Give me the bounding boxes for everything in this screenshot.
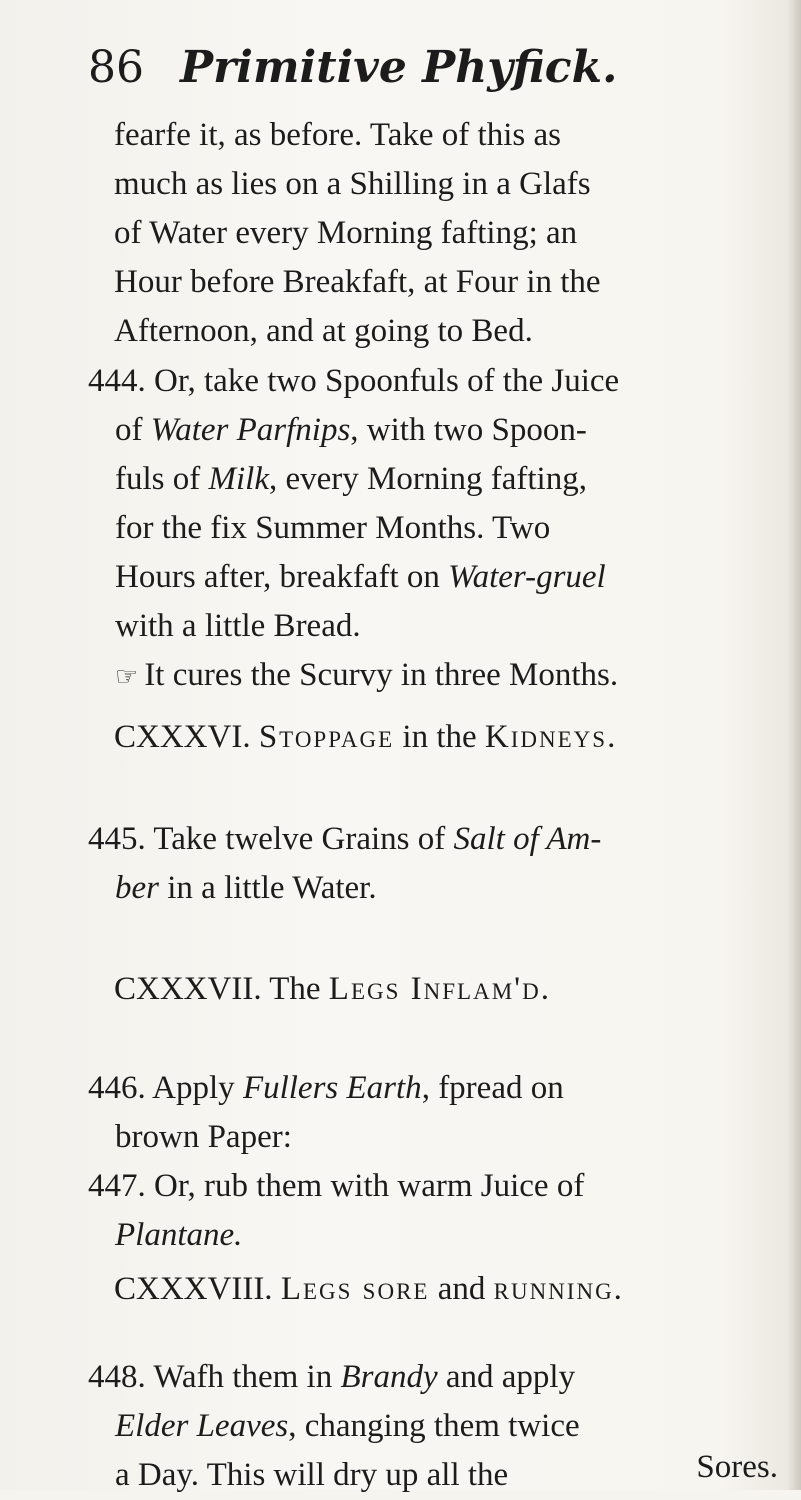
heading-run: running. [493, 1271, 624, 1307]
text-run: , fpread on [421, 1070, 564, 1106]
text-line: Plantane. [115, 1217, 243, 1253]
text-run: Hours after, breakfaft on [115, 559, 449, 595]
running-title: Primitive Phyfick. [180, 42, 618, 93]
text-run: and apply [437, 1359, 576, 1395]
text-run: in a little Water. [159, 870, 377, 906]
heading-run: Legs Inflam'd. [328, 971, 551, 1007]
paragraph-448-last [628, 1445, 778, 1490]
text-line: Afternoon, and at going to Bed. [114, 313, 533, 349]
italic-run: Milk [208, 461, 269, 497]
italic-run: Brandy [340, 1359, 438, 1395]
text-line [88, 406, 758, 455]
text-line: a Day. This will dry up all the [115, 1457, 509, 1493]
paragraph-445 [88, 815, 758, 913]
text-line [88, 455, 758, 504]
section-number: CXXXVII. [114, 971, 262, 1007]
text-line [88, 864, 758, 913]
heading-run: and [429, 1271, 494, 1307]
section-number: CXXXVI. [114, 719, 251, 755]
heading-run: The [269, 971, 329, 1007]
paragraph-446 [88, 1064, 758, 1260]
text-run: , every Morning fafting, [268, 461, 587, 497]
italic-run: Elder Leaves [115, 1408, 289, 1444]
text-line: 447. Or, rub them with warm Juice of [88, 1168, 585, 1204]
text-line: for the fix Summer Months. Two [115, 510, 551, 546]
text-run: 448. Wafh them in [88, 1359, 341, 1395]
italic-run: Fullers Earth [242, 1070, 422, 1106]
paragraph-444 [88, 357, 758, 700]
text-line: much as lies on a Shilling in a Glafs [114, 166, 591, 202]
body-block-1 [114, 111, 784, 356]
text-line: brown Paper: [115, 1119, 292, 1155]
section-heading-137 [114, 965, 784, 1014]
pointing-hand-icon: ☞ [115, 662, 139, 691]
section-heading-138 [114, 1265, 784, 1314]
heading-run: Kidneys. [484, 719, 618, 755]
text-run: 445. Take twelve Grains of [88, 821, 454, 857]
text-run: It cures the Scurvy in three Months. [144, 657, 619, 693]
heading-run: in the [394, 719, 485, 755]
italic-run: ber [115, 870, 159, 906]
text-line: with a little Bread. [115, 608, 361, 644]
text-line [88, 553, 758, 602]
running-header [88, 38, 708, 98]
text-run: 446. Apply [88, 1070, 243, 1106]
text-line [88, 815, 758, 864]
text-line [88, 1353, 758, 1402]
page-number: 86 [88, 42, 144, 93]
heading-run: Legs sore [280, 1271, 430, 1307]
page-edge-shadow [787, 0, 801, 1490]
text-line: Hour before Breakfaft, at Four in the [114, 264, 601, 300]
text-run: , with two Spoon- [350, 412, 587, 448]
italic-run: Salt of Am- [453, 821, 602, 857]
text-line: Sores. [696, 1449, 778, 1485]
italic-run: Water Parfnips [150, 412, 351, 448]
text-line: of Water every Morning fafting; an [114, 215, 578, 251]
section-heading-136 [114, 713, 784, 762]
text-line: 444. Or, take two Spoonfuls of the Juice [88, 363, 620, 399]
text-line [88, 651, 758, 700]
italic-run: Water-gruel [448, 559, 606, 595]
text-line [88, 1064, 758, 1113]
text-run: , changing them twice [288, 1408, 580, 1444]
text-run: fuls of [115, 461, 209, 497]
heading-run: Stoppage [258, 719, 395, 755]
text-run: of [115, 412, 151, 448]
text-line [88, 1402, 758, 1451]
text-line: fearfe it, as before. Take of this as [114, 117, 561, 153]
section-number: CXXXVIII. [114, 1271, 273, 1307]
